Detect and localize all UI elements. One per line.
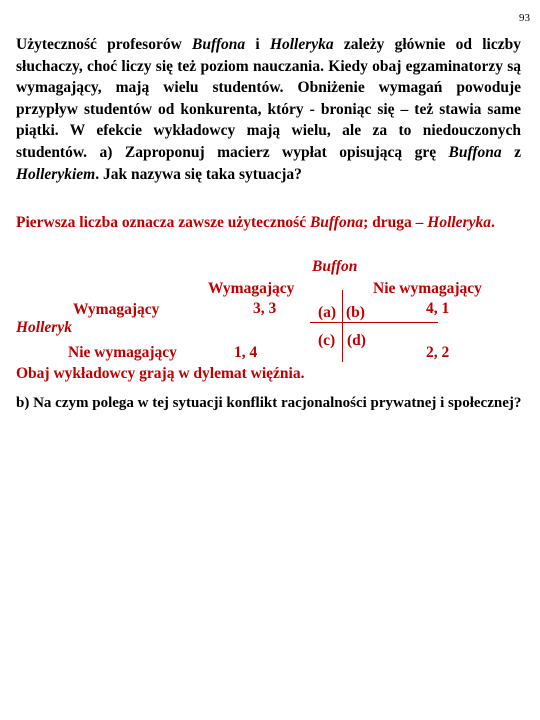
matrix-horizontal-divider bbox=[310, 322, 438, 323]
problem-statement bbox=[16, 34, 521, 185]
matrix-conclusion: Obaj wykładowcy grają w dylemat więźnia. bbox=[16, 365, 305, 382]
player-name: Buffona bbox=[309, 214, 364, 231]
payoff-r2c1: 1, 4 bbox=[234, 344, 258, 361]
answer-text-2: ; druga – bbox=[363, 214, 428, 231]
payoff-r2c2: 2, 2 bbox=[426, 344, 450, 361]
cell-label-d: (d) bbox=[347, 332, 366, 349]
row-strategy-2: Nie wymagający bbox=[68, 344, 177, 361]
payoff-r1c1: 3, 3 bbox=[253, 300, 277, 317]
player-name: Hollerykiem bbox=[16, 165, 96, 183]
payoff-r1c2: 4, 1 bbox=[426, 300, 450, 317]
player-name: Holleryka bbox=[269, 36, 334, 53]
cell-label-c: (c) bbox=[318, 332, 336, 349]
problem-text-1: Użyteczność profesorów bbox=[16, 36, 193, 53]
column-strategy-2: Nie wymagający bbox=[373, 280, 482, 297]
cell-label-b: (b) bbox=[346, 304, 365, 321]
column-strategy-1: Wymagający bbox=[208, 280, 295, 297]
problem-text-2: i bbox=[245, 36, 270, 53]
row-player-label: Holleryk bbox=[16, 319, 72, 336]
question-b: b) Na czym polega w tej sytuacji konflikt racjonalności prywatnej i społecznej? bbox=[16, 395, 522, 411]
player-name: Buffona bbox=[448, 143, 502, 161]
problem-text-3: zależy głównie od liczby słuchaczy, choć liczy się też poziom nauczania. Kiedy obaj egzaminatorzy są wymagający, mają wielu studentów. Obniżenie wymagań powoduje przypływ studentów od konkurenta, który - broniąc się – też stawia same piątki. W efekcie wykładowcy mają wielu, ale za to niedouczonych studentów. a) Zaproponuj macierz wypłat opisującą grę bbox=[16, 36, 521, 161]
matrix-vertical-divider bbox=[342, 290, 343, 362]
player-name: Buffona bbox=[192, 36, 246, 53]
page-number: 93 bbox=[519, 12, 530, 24]
player-name: Holleryka bbox=[427, 214, 491, 231]
cell-label-a: (a) bbox=[318, 304, 337, 321]
answer-intro bbox=[16, 212, 521, 234]
column-player-label: Buffon bbox=[312, 258, 358, 275]
problem-text-5: . Jak nazywa się taka sytuacja? bbox=[95, 165, 302, 183]
answer-text-3: . bbox=[490, 214, 495, 231]
answer-text-1: Pierwsza liczba oznacza zawsze użyteczność bbox=[16, 214, 310, 231]
row-strategy-1: Wymagający bbox=[73, 301, 160, 318]
payoff-matrix bbox=[0, 256, 540, 386]
problem-text-4: z bbox=[501, 143, 521, 161]
